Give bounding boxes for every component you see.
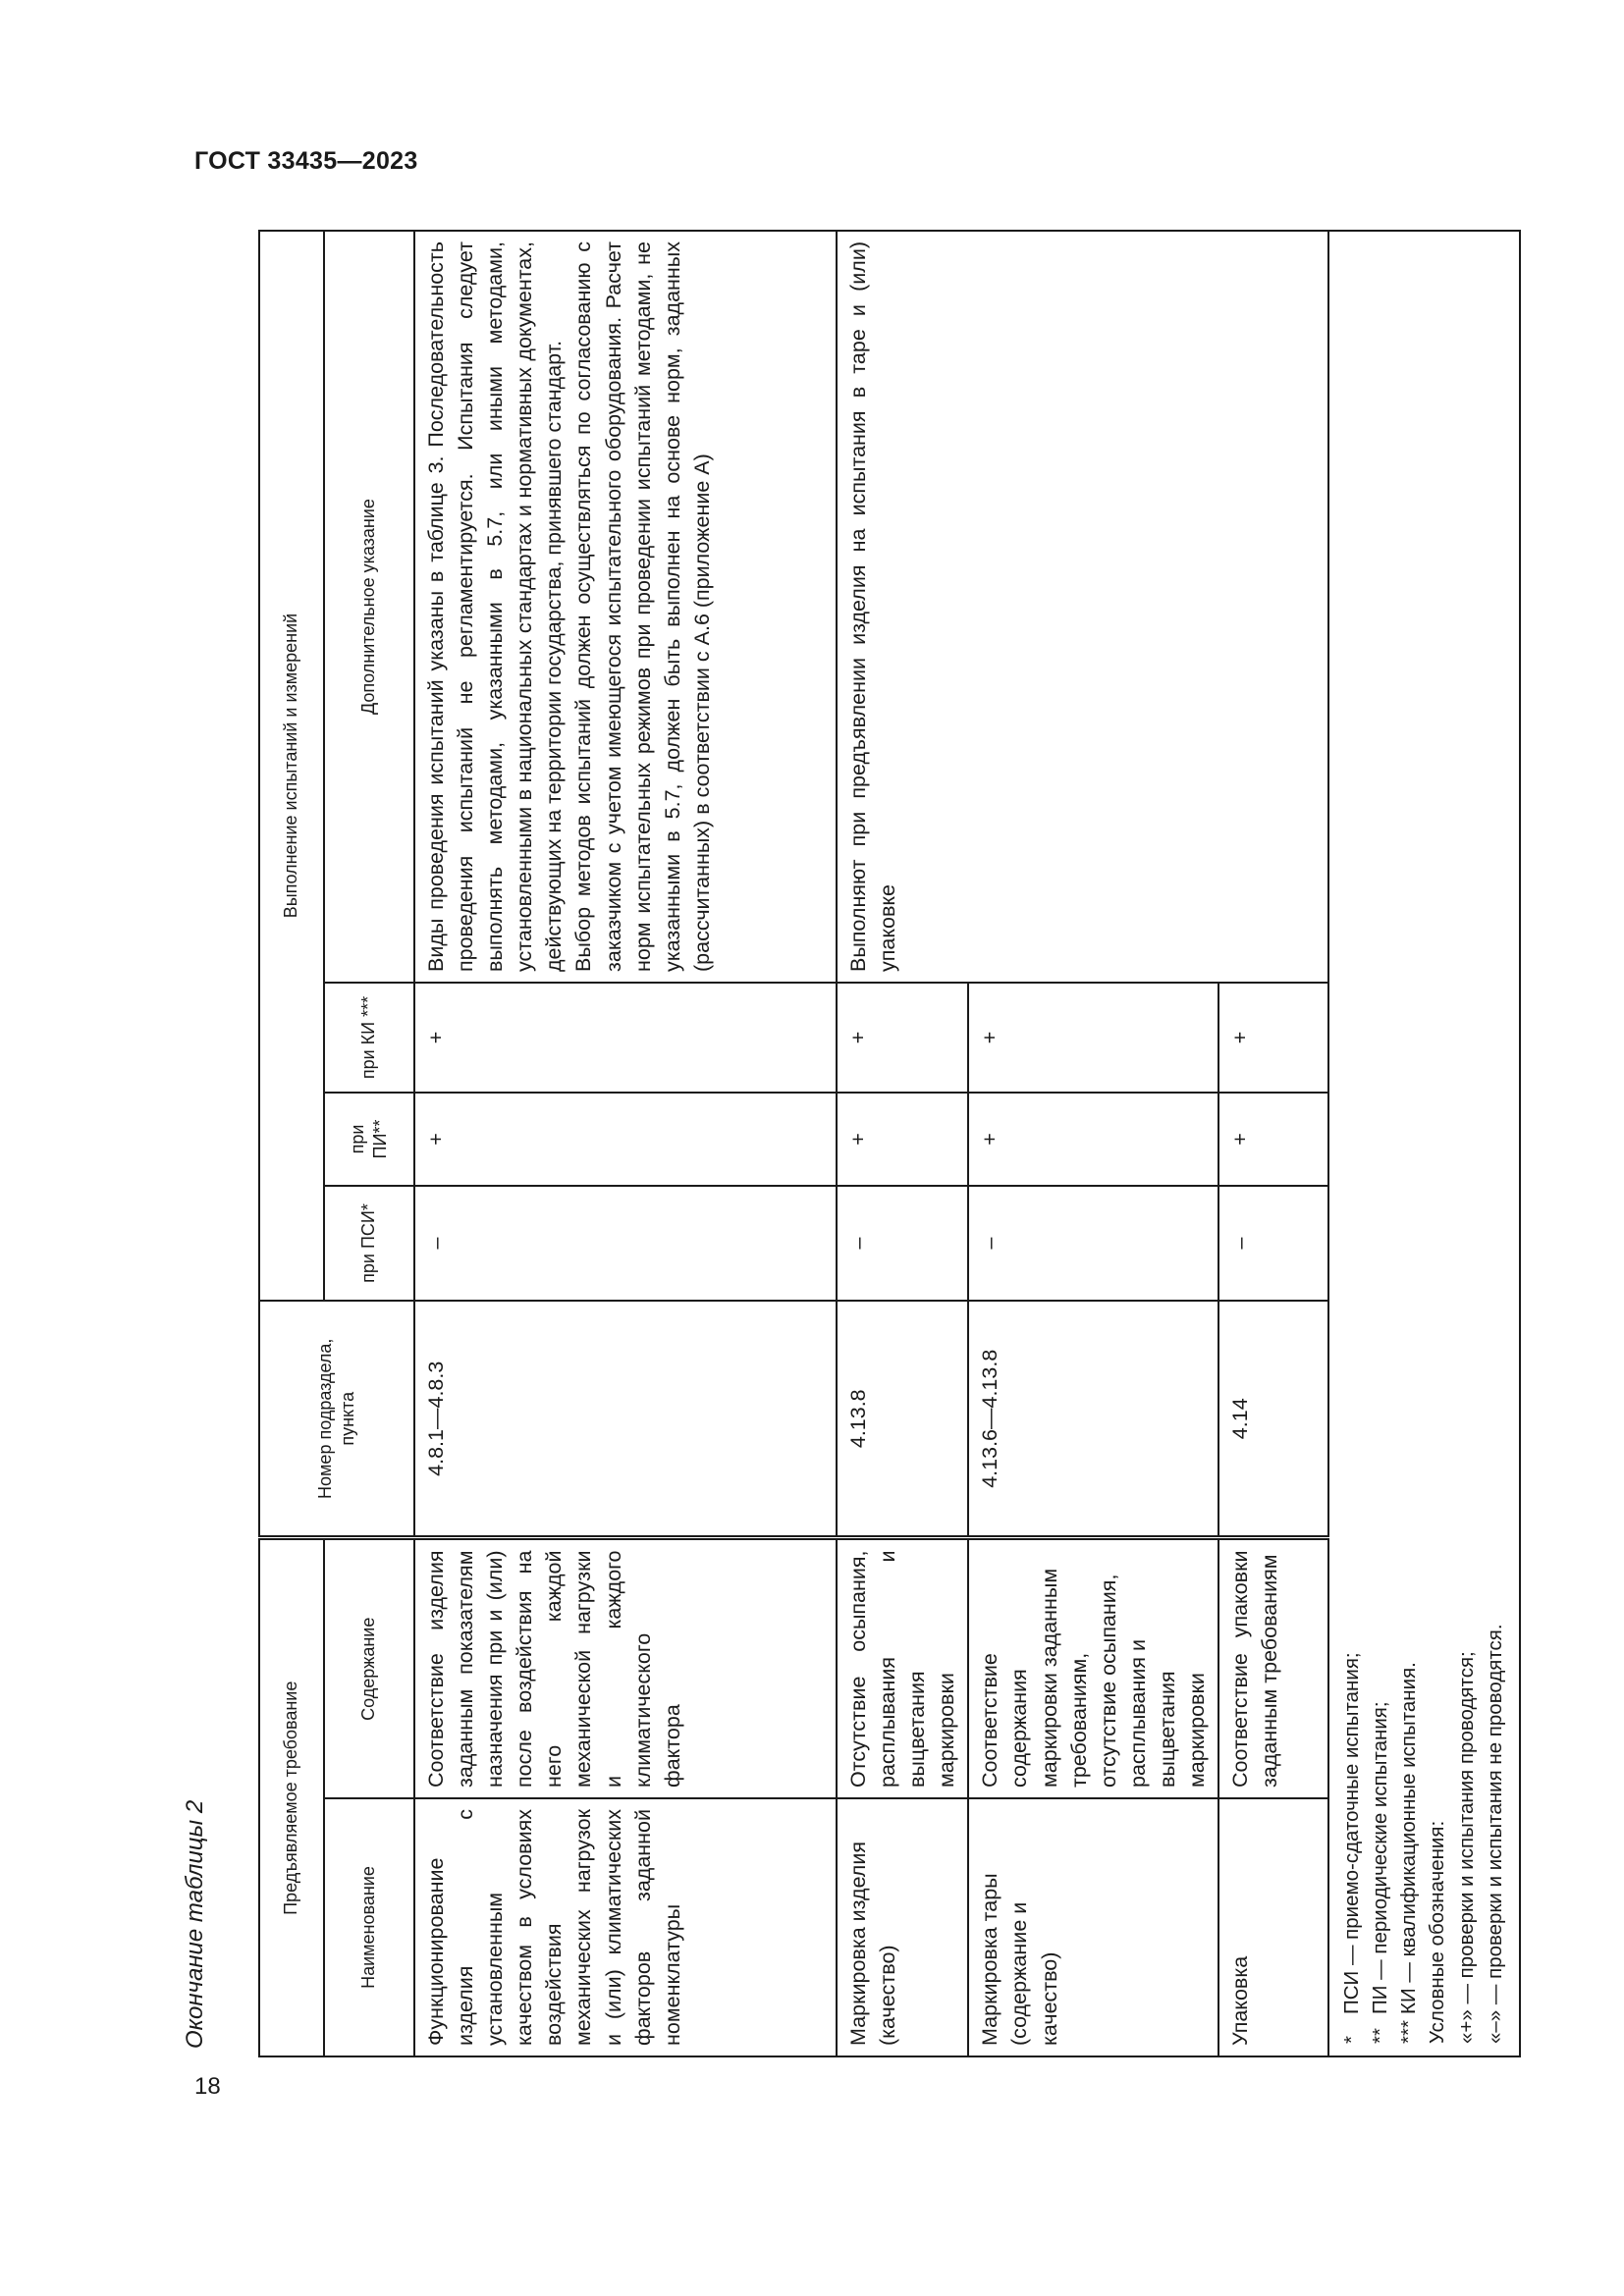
row-ki: + (414, 983, 837, 1093)
table-caption: Окончание таблицы 2 (182, 1799, 208, 2049)
row-psi: – (414, 1186, 837, 1301)
column-header-section: Номер подраздела, пункта (259, 1301, 414, 1538)
row-section: 4.13.8 (837, 1301, 968, 1538)
legend-plus: «+» — проверки и испытания проводятся; (1454, 1651, 1478, 2044)
row-name: Упаковка (1218, 1798, 1328, 2056)
row-pi: + (414, 1093, 837, 1186)
column-header-name: Наименование (324, 1798, 414, 2056)
row-note: Выполняют при предъявлении изделия на испытания в таре и (или) упаковке (837, 231, 1328, 983)
row-note (414, 231, 837, 983)
row-psi: – (1218, 1186, 1328, 1301)
requirements-table (258, 230, 1521, 2057)
row-name: Функционирование изделия с установленным качеством в условиях воздействия механических нагрузок и (или) климатических факторов заданной номенклатуры (414, 1798, 837, 2056)
footnote: ***КИ — квалификационные испытания. (1397, 1662, 1421, 2044)
group-header-requirement: Предъявляемое требование (259, 1538, 324, 2056)
row-name: Маркировка тары (содержание и качество) (968, 1798, 1218, 2056)
row-section: 4.14 (1218, 1301, 1328, 1538)
row-psi: – (837, 1186, 968, 1301)
footnote: *ПСИ — приемо-сдаточные испытания; (1340, 1652, 1364, 2044)
row-content: Отсутствие осыпания, расплывания и выцветания маркировки (837, 1538, 968, 1798)
legend-title: Условные обозначения: (1426, 1820, 1449, 2044)
row-content: Соответствие упаковки заданным требованиям (1218, 1538, 1328, 1798)
table-row (837, 231, 968, 2056)
row-pi: + (837, 1093, 968, 1186)
column-header-pi: при ПИ** (324, 1093, 414, 1186)
table-header-columns (324, 231, 414, 2056)
row-pi: + (968, 1093, 1218, 1186)
page-number: 18 (194, 2073, 221, 2100)
footnotes-cell (1328, 231, 1520, 2056)
table-footnotes (1328, 231, 1520, 2056)
column-header-ki: при КИ *** (324, 983, 414, 1093)
row-ki: + (1218, 983, 1328, 1093)
rotated-table-area (182, 232, 1506, 2057)
row-section: 4.13.6—4.13.8 (968, 1301, 1218, 1538)
document-code: ГОСТ 33435—2023 (194, 147, 418, 175)
column-header-note: Дополнительное указание (324, 231, 414, 983)
row-section: 4.8.1—4.8.3 (414, 1301, 837, 1538)
row-pi: + (1218, 1093, 1328, 1186)
row-psi: – (968, 1186, 1218, 1301)
row-ki: + (837, 983, 968, 1093)
row-content: Соответствие изделия заданным показателям назначения при и (или) после воздействия на него каждой механической нагрузки и каждого климатического фактора (414, 1538, 837, 1798)
column-header-content: Содержание (324, 1538, 414, 1798)
row-name: Маркировка изделия (качество) (837, 1798, 968, 2056)
column-header-psi: при ПСИ* (324, 1186, 414, 1301)
note-paragraph: Виды проведения испытаний указаны в таблице 3. Последовательность проведения испытаний не регламентируется. Испытания следует выполнять методами, указанными в 5.7, или иными методами, установленными в национальных стандартах и нормативных документах, действующих на территории государства, принявшего стандарт. (424, 241, 567, 972)
table-header-groups (259, 231, 324, 2056)
row-ki: + (968, 983, 1218, 1093)
group-header-execution: Выполнение испытаний и измерений (259, 231, 324, 1301)
footnote: **ПИ — периодические испытания; (1369, 1701, 1392, 2044)
legend-minus: «–» — проверки и испытания не проводятся. (1483, 1624, 1506, 2044)
note-paragraph: Выбор методов испытаний должен осуществляться по согласованию с заказчиком с учетом имеющегося испытательного оборудования. Расчет норм испытательных режимов при проведении испытаний методами, не указанными в 5.7, должен быть выполнен на основе норм, заданных (рассчитанных) в соответствии с А.6 (приложение А) (571, 241, 714, 972)
row-content: Соответствие содержания маркировки заданным требованиям, отсутствие осыпания, расплывания и выцветания маркировки (968, 1538, 1218, 1798)
table-row (414, 231, 837, 2056)
